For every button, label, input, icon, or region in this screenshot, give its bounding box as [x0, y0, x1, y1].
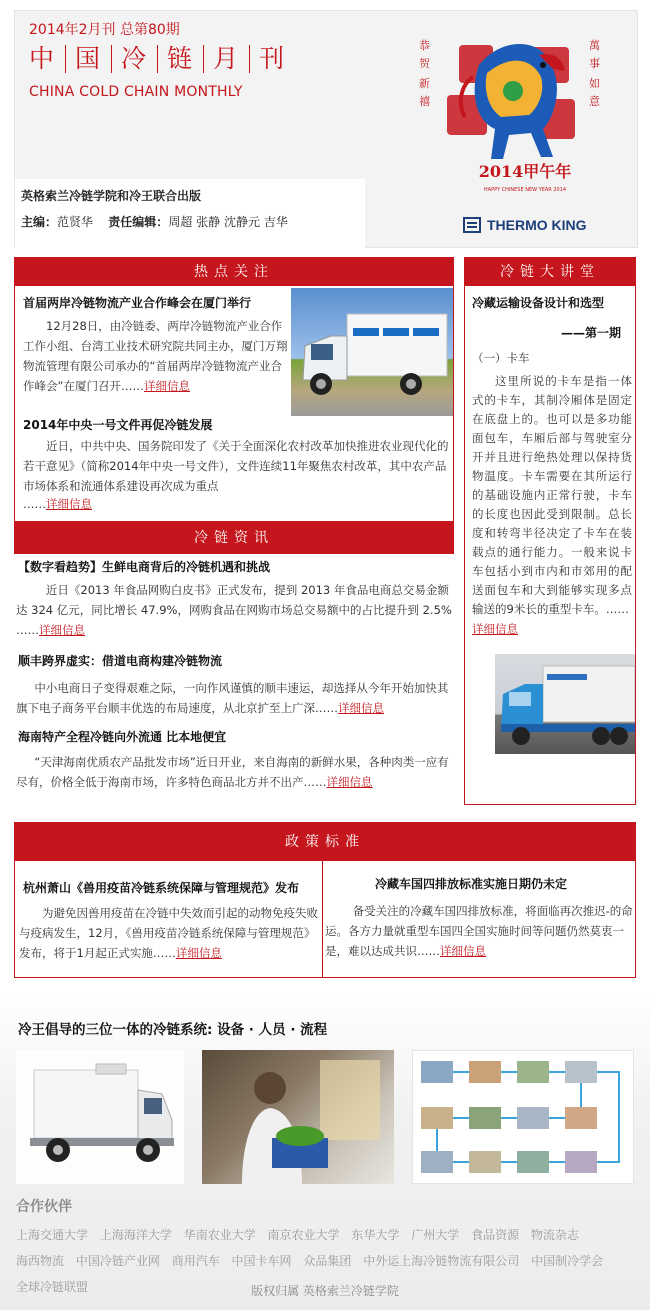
editors-label: 责任编辑： — [108, 215, 169, 229]
more-link[interactable]: 详细信息 — [46, 497, 92, 511]
greeting-left-2: 新禧 — [419, 77, 430, 108]
hot-article1-body — [23, 316, 289, 396]
truck-photo-2 — [495, 654, 635, 754]
editors: 周超 张静 沈静元 吉华 — [168, 215, 288, 229]
partner-link[interactable]: 中外运上海冷链物流有限公司 — [363, 1254, 520, 1268]
horse-icon — [413, 25, 637, 195]
greeting-right-2: 如意 — [589, 77, 600, 108]
greeting-right-1: 萬事 — [589, 39, 600, 70]
process-flow-icon — [413, 1051, 634, 1184]
title-char: 月 — [204, 45, 250, 73]
lecture-heading: 冷链大讲堂 — [465, 258, 635, 286]
partner-link[interactable]: 海西物流 — [16, 1254, 65, 1268]
magazine-title-en: CHINA COLD CHAIN MONTHLY — [29, 84, 243, 100]
lecture-title[interactable]: 冷藏运输设备设计和选型 — [472, 296, 605, 310]
partner-link[interactable]: 上海海洋大学 — [99, 1228, 172, 1242]
policy-section — [14, 822, 636, 978]
more-link[interactable]: 详细信息 — [440, 944, 486, 958]
blue-truck-icon — [495, 654, 635, 754]
partner-link[interactable]: 中国制冷学会 — [531, 1254, 604, 1268]
partner-link[interactable]: 广州大学 — [411, 1228, 460, 1242]
policy-right-body — [325, 901, 633, 961]
title-char: 链 — [158, 45, 204, 73]
thermo-king-text: THERMO KING — [487, 217, 587, 233]
news-item2-title[interactable]: 顺丰跨界虚实：借道电商构建冷链物流 — [18, 654, 223, 668]
greeting-left-1: 恭贺 — [419, 39, 430, 70]
hot-topics-heading: 热点关注 — [15, 258, 453, 286]
news-heading: 冷链资讯 — [14, 522, 454, 554]
partner-link[interactable]: 食品资源 — [471, 1228, 520, 1242]
news-item1-title[interactable]: 【数字看趋势】生鲜电商背后的冷链机遇和挑战 — [18, 560, 271, 574]
system-title: 冷王倡导的三位一体的冷链系统: 设备 · 人员 · 流程 — [18, 1022, 328, 1038]
personnel-photo — [202, 1050, 394, 1184]
lecture-period: ——第一期 — [560, 326, 621, 340]
partner-link[interactable]: 东华大学 — [351, 1228, 400, 1242]
title-char: 国 — [66, 45, 112, 73]
partner-link[interactable]: 全球冷链联盟 — [16, 1280, 89, 1294]
news-item3-text: “天津海南优质农产品批发市场”近日开业，来自海南的新鲜水果，各种肉类一应有尽有，价格全低于海南市场，许多特色商品北方并不出产…… — [16, 755, 449, 789]
news-item2-text: 中小电商日子变得艰难之际，一向作风谨慎的顺丰速运，却选择从今年开始加快其旗下电子商务平台顺丰优选的布局速度，从北京扩至上广深…… — [16, 681, 449, 715]
partners-title: 合作伙伴 — [16, 1199, 72, 1215]
policy-heading: 政策标准 — [15, 823, 635, 861]
policy-right-title[interactable]: 冷藏车国四排放标准实施日期仍未定 — [375, 877, 568, 891]
partner-link[interactable]: 商用汽车 — [171, 1254, 220, 1268]
magazine-title-cn — [29, 45, 295, 73]
hot-article1-text: 12月28日，由冷链委、两岸冷链物流产业合作工作小组、台湾工业技术研究院共同主办，厦门万翔物流管理有限公司承办的“首届两岸冷链物流产业合作峰会”在厦门召开…… — [23, 319, 288, 393]
news-item2-body — [16, 678, 452, 718]
truck-photo — [291, 288, 453, 416]
lecture-section — [464, 257, 636, 805]
chief-editor: 范贤华 — [57, 215, 94, 229]
editors-line — [21, 213, 288, 230]
news-item1-text: 近日《2013 年食品网购白皮书》正式发布，提到 2013 年食品电商总交易金额达 324 亿元，同比增长 47.9%，网购食品在网购市场总交易额中的占比提升到 2.5% …… — [16, 583, 452, 637]
hot-article2-title[interactable]: 2014年中央一号文件再促冷链发展 — [23, 418, 213, 432]
policy-left-body — [19, 903, 319, 963]
more-link[interactable]: 详细信息 — [39, 623, 85, 637]
more-link[interactable]: 详细信息 — [472, 622, 518, 636]
hot-article1-title[interactable]: 首届两岸冷链物流产业合作峰会在厦门举行 — [23, 296, 252, 310]
hot-article2-body: 近日，中共中央、国务院印发了《关于全面深化农村改革加快推进农业现代化的若干意见》（简称2014年中央一号文件），文件连续11年聚焦农村改革，其中农产品市场体系和流通体系建设再次成为重点 — [23, 439, 449, 493]
refrigerated-truck-icon — [291, 288, 453, 416]
partner-link[interactable]: 中国卡车网 — [231, 1254, 292, 1268]
more-link[interactable]: 详细信息 — [143, 379, 190, 393]
more-link[interactable]: 详细信息 — [326, 775, 373, 789]
news-item3-title[interactable]: 海南特产全程冷链向外流通 比本地便宜 — [18, 730, 227, 744]
title-char: 中 — [29, 45, 66, 73]
refrigerated-van-icon — [16, 1050, 184, 1184]
policy-divider — [322, 861, 323, 977]
partner-link[interactable]: 物流杂志 — [530, 1228, 579, 1242]
issue-info: 2014年2月刊 总第80期 — [29, 22, 180, 38]
partner-link[interactable]: 南京农业大学 — [267, 1228, 340, 1242]
thermo-king-icon — [463, 217, 481, 233]
lecture-subtitle: （一）卡车 — [472, 351, 530, 365]
thermo-king-logo — [463, 217, 587, 233]
ellipsis: …… — [23, 497, 46, 511]
more-link[interactable]: 详细信息 — [338, 701, 384, 715]
new-year-artwork — [413, 25, 637, 195]
title-char: 冷 — [112, 45, 158, 73]
news-item3-body — [16, 752, 452, 792]
policy-left-text: 为避免因兽用疫苗在冷链中失效而引起的动物免疫失败与疫病发生，12月，《兽用疫苗冷链系统保障与管理规范》发布，将于1月起正式实施…… — [19, 906, 318, 960]
equipment-photo — [16, 1050, 184, 1184]
policy-right-text: 备受关注的冷藏车国四排放标准，将面临再次推迟-的命运。各方力量就重型车国四全国实施时间等问题仍然莫衷一是，难以达成共识…… — [325, 904, 633, 958]
publisher: 英格索兰冷链学院和冷王联合出版 — [21, 189, 202, 203]
svg-text:HAPPY CHINESE NEW YEAR 2014: HAPPY CHINESE NEW YEAR 2014 — [483, 187, 567, 193]
partner-link[interactable]: 华南农业大学 — [183, 1228, 256, 1242]
more-link[interactable]: 详细信息 — [175, 946, 222, 960]
news-item1-body — [16, 580, 452, 640]
partner-link[interactable]: 上海交通大学 — [16, 1228, 89, 1242]
chief-label: 主编： — [21, 215, 58, 229]
process-diagram — [412, 1050, 634, 1184]
hot-article2-more — [23, 494, 92, 514]
worker-icon — [202, 1050, 394, 1184]
policy-left-title[interactable]: 杭州萧山《兽用疫苗冷链系统保障与管理规范》发布 — [23, 881, 300, 895]
svg-text:2014甲午年: 2014甲午年 — [478, 162, 572, 181]
hot-topics-section — [14, 257, 454, 522]
partner-link[interactable]: 众品集团 — [303, 1254, 352, 1268]
news-section — [14, 522, 454, 807]
partner-link[interactable]: 中国冷链产业网 — [75, 1254, 160, 1268]
masthead — [14, 10, 638, 248]
lecture-body: 这里所说的卡车是指一体式的卡车，其制冷厢体是固定在底盘上的。也可以是多功能面包车，车厢后部与驾驶室分开并且进行绝热处理以保持货物温度。卡车需要在其所运行的基础设施内正常行驶，卡车的长度也因此受到限制。总长度和转弯半径决定了卡车在装载点的通行能力。一般来说卡车包括小到市内和市郊用的配送面包车和大到能够实现多点输送的9米长的重型卡车。…… — [472, 374, 632, 616]
title-char: 刊 — [259, 44, 287, 73]
copyright: 版权归属 英格索兰冷链学院 — [251, 1284, 399, 1298]
lecture-more — [472, 619, 518, 639]
